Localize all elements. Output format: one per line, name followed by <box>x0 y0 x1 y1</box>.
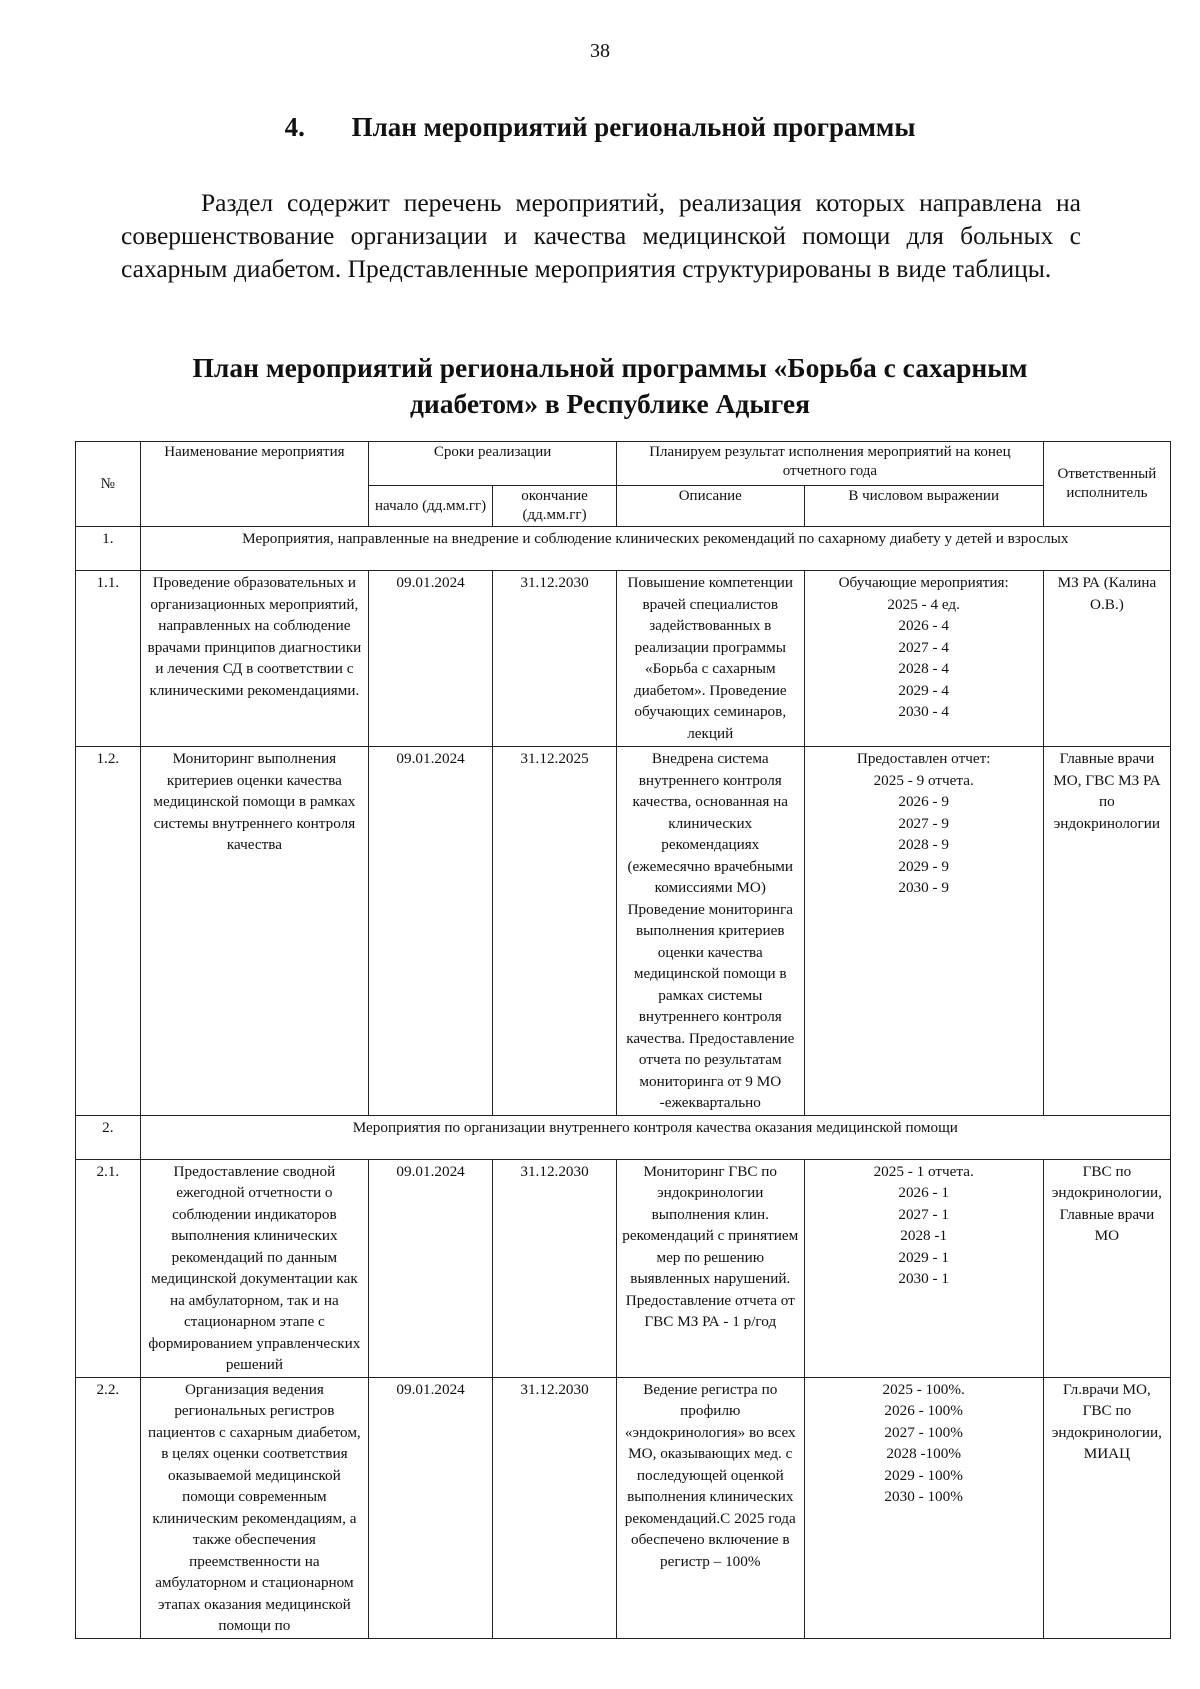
numeric-value: 2025 - 9 отчета. <box>873 771 974 789</box>
section-number: 4. <box>284 112 305 142</box>
numeric-value: 2026 - 4 <box>898 617 949 634</box>
header-period: Сроки реализации <box>369 442 617 486</box>
row-description: Повышение компетенции врачей специалистов задействованных в реализации программы «Борьба с сахарным диабетом». Проведение обучающих семинаров, лекций <box>617 571 805 747</box>
row-start-date: 09.01.2024 <box>369 571 493 747</box>
numeric-value: 2028 - 4 <box>898 660 949 677</box>
row-start-date: 09.01.2024 <box>369 747 493 1116</box>
row-activity-name: Организация ведения региональных регистров пациентов с сахарным диабетом, в целях оценки соответствия оказываемой медицинской помощи современным клиническим рекомендациям, а также обеспечения преемственности на амбулаторном и стационарном этапах оказания медицинской помощи по <box>140 1377 368 1638</box>
row-number: 2.2. <box>76 1377 141 1638</box>
numeric-value: 2030 - 1 <box>898 1270 949 1287</box>
plan-title <box>150 350 1070 422</box>
group-row <box>76 527 1171 571</box>
row-description: Мониторинг ГВС по эндокринологии выполнения клин. рекомендаций с принятием мер по решению выявленных нарушений. Предоставление отчета от ГВС МЗ РА - 1 р/год <box>617 1159 805 1377</box>
plan-title-line-1: План мероприятий региональной программы «Борьба с сахарным <box>192 352 1028 383</box>
section-title: План мероприятий региональной программы <box>351 112 916 142</box>
header-responsible: Ответственный исполнитель <box>1043 442 1170 527</box>
row-end-date: 31.12.2030 <box>493 1377 617 1638</box>
table-row <box>76 571 1171 747</box>
numeric-value: 2027 - 9 <box>898 814 949 832</box>
row-responsible: Главные врачи МО, ГВС МЗ РА по эндокринологии <box>1043 747 1170 1116</box>
plan-table-body <box>76 527 1171 1639</box>
group-title: Мероприятия по организации внутреннего контроля качества оказания медицинской помощи <box>140 1115 1170 1159</box>
table-row <box>76 1159 1171 1377</box>
numeric-value: 2026 - 9 <box>898 793 949 810</box>
section-heading <box>0 112 1200 143</box>
row-end-date: 31.12.2030 <box>493 571 617 747</box>
numeric-value: 2027 - 100% <box>884 1423 963 1441</box>
row-number: 2.1. <box>76 1159 141 1377</box>
row-activity-name: Проведение образовательных и организационных мероприятий, направленных на соблюдение врачами принципов диагностики и лечения СД в соответствии с клиническими рекомендациями. <box>140 571 368 747</box>
group-number: 2. <box>76 1115 141 1159</box>
numeric-header: Предоставлен отчет: <box>856 750 991 767</box>
header-name: Наименование мероприятия <box>140 442 368 527</box>
numeric-value: 2025 - 100%. <box>882 1380 965 1398</box>
numeric-value: 2028 - 9 <box>898 836 949 853</box>
row-start-date: 09.01.2024 <box>369 1159 493 1377</box>
numeric-value: 2029 - 9 <box>898 857 949 875</box>
table-row <box>76 1377 1171 1638</box>
row-description: Внедрена система внутреннего контроля качества, основанная на клинических рекомендациях (ежемесячно врачебными комиссиями МО) Проведение мониторинга выполнения критериев оценки качества медицинской помощи в рамках системы внутреннего контроля качества. Предоставление отчета по результатам мониторинга от 9 МО -ежеквартально <box>617 747 805 1116</box>
row-start-date: 09.01.2024 <box>369 1377 493 1638</box>
numeric-value: 2025 - 1 отчета. <box>873 1162 974 1180</box>
row-numeric-result <box>804 747 1043 1116</box>
intro-text: Раздел содержит перечень мероприятий, реализация которых направлена на совершенствование организации и качества медицинской помощи для больных с сахарным диабетом. Представленные мероприятия структурированы в виде таблицы. <box>121 188 1081 283</box>
plan-title-line-2: диабетом» в Республике Адыгея <box>410 388 810 419</box>
row-number: 1.1. <box>76 571 141 747</box>
plan-table <box>75 441 1171 1639</box>
numeric-value: 2027 - 1 <box>898 1205 949 1223</box>
intro-paragraph <box>121 186 1081 285</box>
row-end-date: 31.12.2025 <box>493 747 617 1116</box>
numeric-value: 2026 - 100% <box>884 1402 963 1419</box>
row-activity-name: Предоставление сводной ежегодной отчетности о соблюдении индикаторов выполнения клинических рекомендаций по данным медицинской документации как на амбулаторном, так и на стационарном этапе с формированием управленческих решений <box>140 1159 368 1377</box>
header-result: Планируем результат исполнения мероприятий на конец отчетного года <box>617 442 1044 486</box>
numeric-value: 2030 - 9 <box>898 879 949 896</box>
numeric-value: 2029 - 4 <box>898 681 949 699</box>
row-number: 1.2. <box>76 747 141 1116</box>
row-numeric-result <box>804 1159 1043 1377</box>
numeric-value: 2026 - 1 <box>898 1184 949 1201</box>
header-num: № <box>76 442 141 527</box>
row-activity-name: Мониторинг выполнения критериев оценки качества медицинской помощи в рамках системы внутреннего контроля качества <box>140 747 368 1116</box>
numeric-value: 2028 -100% <box>886 1445 961 1462</box>
group-number: 1. <box>76 527 141 571</box>
row-numeric-result <box>804 571 1043 747</box>
numeric-value: 2030 - 4 <box>898 703 949 720</box>
page-number: 38 <box>590 40 610 62</box>
group-row <box>76 1115 1171 1159</box>
row-responsible: Гл.врачи МО, ГВС по эндокринологии, МИАЦ <box>1043 1377 1170 1638</box>
row-responsible: МЗ РА (Калина О.В.) <box>1043 571 1170 747</box>
header-numeric: В числовом выражении <box>804 486 1043 527</box>
numeric-value: 2027 - 4 <box>898 638 949 656</box>
row-description: Ведение регистра по профилю «эндокринология» во всех МО, оказывающих мед. с последующей оценкой выполнения клинических рекомендаций.С 2025 года обеспечено включение в регистр – 100% <box>617 1377 805 1638</box>
numeric-value: 2030 - 100% <box>884 1488 963 1505</box>
row-end-date: 31.12.2030 <box>493 1159 617 1377</box>
row-numeric-result <box>804 1377 1043 1638</box>
numeric-value: 2029 - 1 <box>898 1248 949 1266</box>
header-start: начало (дд.мм.гг) <box>369 486 493 527</box>
table-row <box>76 747 1171 1116</box>
numeric-value: 2029 - 100% <box>884 1466 963 1484</box>
numeric-header: Обучающие мероприятия: <box>838 574 1009 591</box>
numeric-value: 2028 -1 <box>900 1227 948 1244</box>
row-responsible: ГВС по эндокринологии, Главные врачи МО <box>1043 1159 1170 1377</box>
group-title: Мероприятия, направленные на внедрение и соблюдение клинических рекомендаций по сахарному диабету у детей и взрослых <box>140 527 1170 571</box>
header-description: Описание <box>617 486 805 527</box>
header-end: окончание (дд.мм.гг) <box>493 486 617 527</box>
numeric-value: 2025 - 4 ед. <box>887 595 960 613</box>
